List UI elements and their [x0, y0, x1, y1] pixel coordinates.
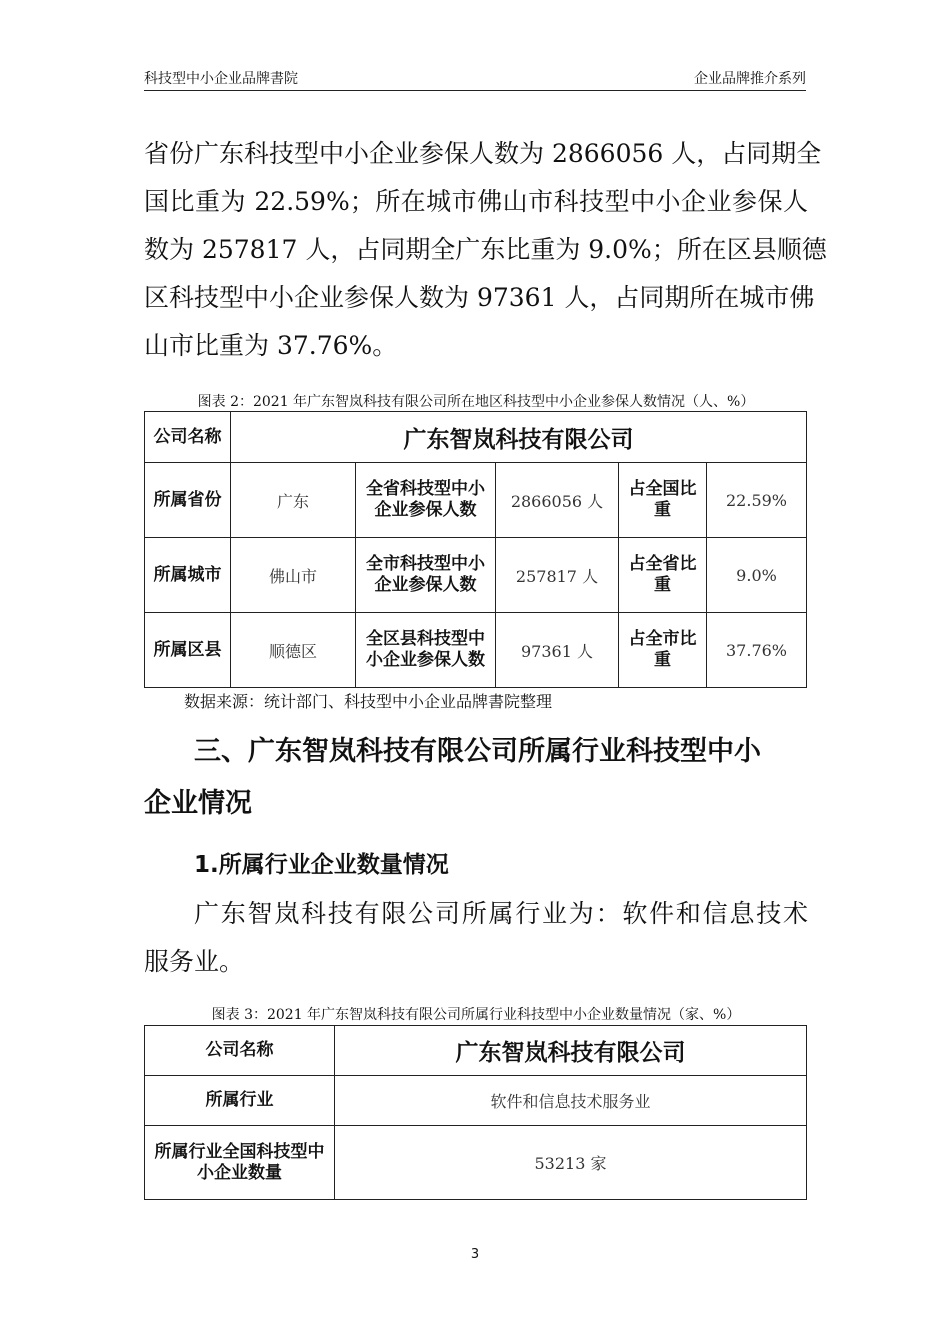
table3-industry: 软件和信息技术服务业 [335, 1076, 807, 1126]
intro-line: 区科技型中小企业参保人数为 97361 人，占同期所在城市佛 [144, 283, 815, 312]
table-row [145, 613, 807, 688]
intro-line: 省份广东科技型中小企业参保人数为 2866056 人，占同期全 [144, 139, 822, 168]
table3-company-label: 公司名称 [145, 1026, 335, 1076]
table-row [145, 463, 807, 538]
table3-count: 53213 家 [335, 1126, 807, 1200]
section3-heading-line2: 企业情况 [144, 788, 252, 819]
table2-caption: 图表 2：2021 年广东智岚科技有限公司所在地区科技型中小企业参保人数情况（人、%） [197, 394, 755, 410]
row-share-label: 占全国比重 [619, 463, 707, 538]
row-place: 顺德区 [231, 613, 356, 688]
table-row [145, 1076, 807, 1126]
row-metric: 全区县科技型中小企业参保人数 [356, 613, 496, 688]
page-header [144, 66, 806, 91]
table3-caption: 图表 3：2021 年广东智岚科技有限公司所属行业科技型中小企业数量情况（家、%） [211, 1007, 741, 1023]
row-share: 37.76% [707, 613, 807, 688]
section3-heading-line1: 三、广东智岚科技有限公司所属行业科技型中小 [194, 736, 761, 767]
section3-heading [144, 726, 808, 830]
row-count: 2866056 人 [496, 463, 619, 538]
header-right-title: 企业品牌推介系列 [694, 71, 806, 87]
row-share: 9.0% [707, 538, 807, 613]
row-metric: 全省科技型中小企业参保人数 [356, 463, 496, 538]
intro-line: 山市比重为 37.76%。 [144, 331, 398, 360]
row-share-label: 占全市比重 [619, 613, 707, 688]
section3-para-line2: 服务业。 [144, 947, 245, 976]
header-left-title: 科技型中小企业品牌書院 [144, 71, 298, 87]
row-label: 所属区县 [145, 613, 231, 688]
row-share-label: 占全省比重 [619, 538, 707, 613]
intro-line: 国比重为 22.59%；所在城市佛山市科技型中小企业参保人 [144, 187, 808, 216]
table-row [145, 538, 807, 613]
row-place: 广东 [231, 463, 356, 538]
table3 [144, 1025, 807, 1200]
table-row [145, 1126, 807, 1200]
table3-count-label: 所属行业全国科技型中小企业数量 [145, 1126, 335, 1200]
row-place: 佛山市 [231, 538, 356, 613]
row-count: 97361 人 [496, 613, 619, 688]
table3-company-name: 广东智岚科技有限公司 [335, 1026, 807, 1076]
intro-paragraph [144, 130, 827, 370]
intro-line: 数为 257817 人，占同期全广东比重为 9.0%；所在区县顺德 [144, 235, 827, 264]
row-count: 257817 人 [496, 538, 619, 613]
table2-company-name: 广东智岚科技有限公司 [231, 412, 807, 463]
section3-paragraph [144, 890, 808, 986]
section3-para-line1: 广东智岚科技有限公司所属行业为：软件和信息技术 [194, 899, 808, 928]
row-label: 所属省份 [145, 463, 231, 538]
table2 [144, 411, 807, 688]
row-share: 22.59% [707, 463, 807, 538]
page-number: 3 [470, 1247, 480, 1262]
table3-industry-label: 所属行业 [145, 1076, 335, 1126]
section3-subheading: 1.所属行业企业数量情况 [194, 852, 449, 878]
table2-company-label: 公司名称 [145, 412, 231, 463]
row-metric: 全市科技型中小企业参保人数 [356, 538, 496, 613]
row-label: 所属城市 [145, 538, 231, 613]
table2-source: 数据来源：统计部门、科技型中小企业品牌書院整理 [184, 692, 553, 711]
